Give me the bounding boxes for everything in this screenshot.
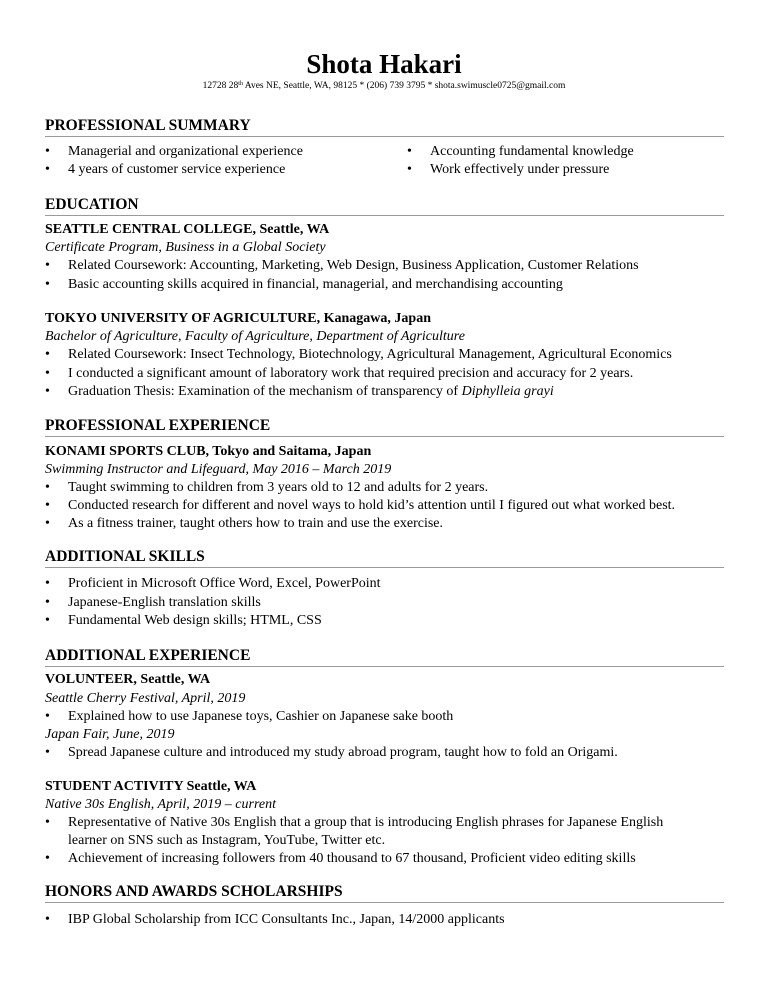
education-bullet: • Related Coursework: Insect Technology, Biotechnology, Agricultural Management, Agricultural Economics <box>45 346 735 364</box>
student-role: Native 30s English, April, 2019 – current <box>45 797 276 812</box>
thesis-text: Graduation Thesis: Examination of the mechanism of transparency of <box>68 384 462 399</box>
education-program: Certificate Program, Business in a Global Society <box>45 240 326 255</box>
address-rest: Aves NE, Seattle, WA, 98125 * (206) 739 3795 * shota.swimuscle0725@gmail.com <box>242 81 566 91</box>
volunteer-org: VOLUNTEER, Seattle, WA <box>45 672 211 687</box>
education-org: TOKYO UNIVERSITY OF AGRICULTURE, Kanagawa, Japan <box>45 311 431 326</box>
summary-heading: PROFESSIONAL SUMMARY <box>45 117 724 137</box>
experience-heading: PROFESSIONAL EXPERIENCE <box>45 417 724 437</box>
experience-bullet: • As a fitness trainer, taught others how to train and use the exercise. <box>45 515 735 533</box>
volunteer-bullet: • Explained how to use Japanese toys, Cashier on Japanese sake booth <box>45 708 735 726</box>
candidate-name: Shota Hakari <box>306 49 462 79</box>
education-program: Bachelor of Agriculture, Faculty of Agriculture, Department of Agriculture <box>45 329 465 344</box>
experience-org: KONAMI SPORTS CLUB, Tokyo and Saitama, Japan <box>45 444 372 459</box>
contact-line <box>0 80 768 92</box>
summary-item: • Accounting fundamental knowledge <box>407 143 727 161</box>
honors-heading: HONORS AND AWARDS SCHOLARSHIPS <box>45 883 724 903</box>
education-bullet <box>45 383 735 401</box>
student-bullet-continued: learner on SNS such as Instagram, YouTube, Twitter etc. <box>68 833 386 848</box>
education-bullet: • I conducted a significant amount of laboratory work that required precision and accuracy for 2 years. <box>45 365 735 383</box>
education-bullet: • Basic accounting skills acquired in financial, managerial, and merchandising accounting <box>45 276 735 294</box>
skills-bullet: • Japanese-English translation skills <box>45 594 735 612</box>
experience-bullet: • Taught swimming to children from 3 years old to 12 and adults for 2 years. <box>45 479 735 497</box>
summary-item: • Work effectively under pressure <box>407 161 727 179</box>
volunteer-event: Seattle Cherry Festival, April, 2019 <box>45 691 246 706</box>
address-ordinal: th <box>238 81 243 87</box>
thesis-species: Diphylleia grayi <box>461 384 554 399</box>
education-bullet: • Related Coursework: Accounting, Marketing, Web Design, Business Application, Customer Relations <box>45 257 735 275</box>
summary-item: • Managerial and organizational experience <box>45 143 385 161</box>
education-org: SEATTLE CENTRAL COLLEGE, Seattle, WA <box>45 222 330 237</box>
education-heading: EDUCATION <box>45 196 724 216</box>
volunteer-event: Japan Fair, June, 2019 <box>45 727 175 742</box>
student-org: STUDENT ACTIVITY Seattle, WA <box>45 779 257 794</box>
honors-bullet: • IBP Global Scholarship from ICC Consultants Inc., Japan, 14/2000 applicants <box>45 911 735 929</box>
experience-bullet: • Conducted research for different and novel ways to hold kid’s attention until I figured out what worked best. <box>45 497 735 515</box>
summary-item: • 4 years of customer service experience <box>45 161 385 179</box>
student-bullet: • Representative of Native 30s English that a group that is introducing English phrases for Japanese English <box>45 814 735 832</box>
experience-role: Swimming Instructor and Lifeguard, May 2016 – March 2019 <box>45 462 392 477</box>
volunteer-bullet: • Spread Japanese culture and introduced my study abroad program, taught how to fold an Origami. <box>45 744 735 762</box>
skills-bullet: • Fundamental Web design skills; HTML, CSS <box>45 612 735 630</box>
address-number: 12728 28 <box>202 81 239 91</box>
skills-heading: ADDITIONAL SKILLS <box>45 548 724 568</box>
student-bullet: • Achievement of increasing followers from 40 thousand to 67 thousand, Proficient video editing skills <box>45 850 735 868</box>
skills-bullet: • Proficient in Microsoft Office Word, Excel, PowerPoint <box>45 575 735 593</box>
additional-heading: ADDITIONAL EXPERIENCE <box>45 647 724 667</box>
